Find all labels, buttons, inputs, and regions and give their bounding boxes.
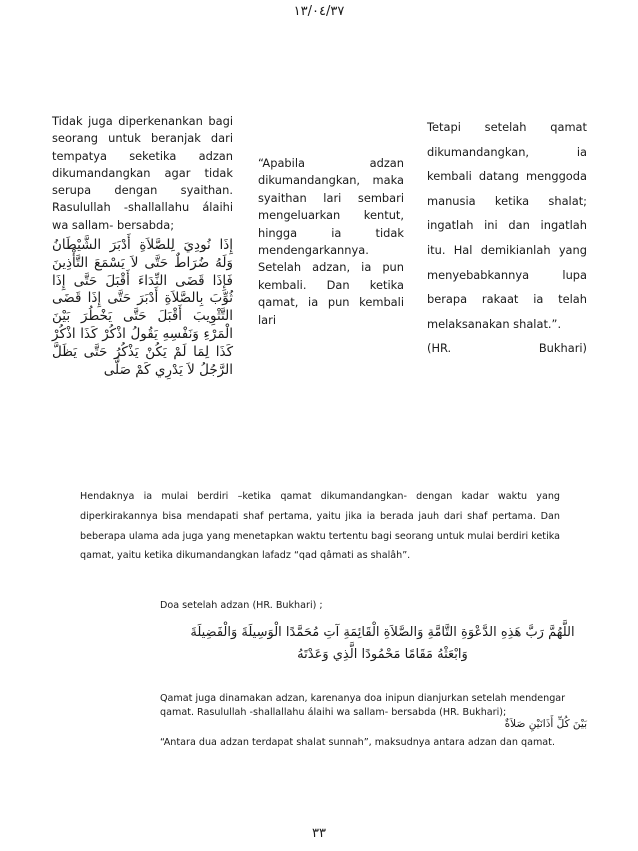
- doa-arabic-line-2: وَابْعَثْهُ مَقَامًا مَحْمُودًا الَّذِي وَعَدْتَهُ: [297, 647, 468, 662]
- left-column-text: Tidak juga diperkenankan bagi seorang untuk beranjak dari tempatya seketika adzan dikumandangkan agar tidak serupa dengan syaithan. Rasulullah -shallallahu álaihi wa sallam- bersabda;: [52, 114, 233, 232]
- page-header: ١٣/٠٤/٣٧: [293, 4, 345, 19]
- qamat-arabic: بَيْنَ كُلِّ أَذَانَيْنِ صَلاَةٌ: [504, 718, 587, 730]
- left-column: [52, 113, 233, 379]
- standing-note-text: Hendaknya ia mulai berdiri –ketika qamat dikumandangkan- dengan kadar waktu yang diperkirakannya bisa mendapati shaf pertama, yaitu jika ia berada jauh dari shaf pertama. Dan beberapa ulama ada juga yang menetapkan waktu tertentu bagi seorang untuk mulai berdiri ketika qamat, yaitu ketika dikumandangkan lafadz “qad qâmati as shalâh”.: [80, 491, 560, 562]
- doa-label: Doa setelah adzan (HR. Bukhari) ;: [160, 600, 323, 611]
- right-column: [427, 115, 587, 361]
- page-number: ٣٣: [312, 826, 326, 841]
- qamat-quote: “Antara dua adzan terdapat shalat sunnah”, maksudnya antara adzan dan qamat.: [160, 737, 555, 748]
- hadith-arabic-text: إِذَا نُودِيَ لِلصَّلاَةِ أَدْبَرَ الشَّيْطَانُ وَلَهُ ضُرَاطٌ حَتَّى لاَ يَسْمَعَ التَّأْذِينَ فَإِذَا قَضَى النِّدَاءَ أَقْبَلَ حَتَّى إِذَا ثُوِّبَ بِالصَّلاَةِ أَدْبَرَ حَتَّى إِذَا قَضَى التَّثْوِيبَ أَقْبَلَ حَتَّى يَخْطُرَ بَيْنَ الْمَرْءِ وَنَفْسِهِ يَقُولُ اذْكُرْ كَذَا اذْكُرْ كَذَا لِمَا لَمْ يَكُنْ يَذْكُرُ حَتَّى يَظَلَّ الرَّجُلُ لاَ يَدْرِي كَمْ صَلَّى: [52, 237, 233, 378]
- standing-note-paragraph: [80, 487, 560, 566]
- hadith-translation-continued: Tetapi setelah qamat dikumandangkan, ia kembali datang menggoda manusia ketika shalat; ingatlah ini dan ingatlah itu. Hal demikianlah yang menyebabkannya lupa berapa rakaat ia telah melaksanakan shalat.”.: [427, 120, 587, 331]
- hadith-translation: “Apabila adzan dikumandangkan, maka syaithan lari sembari mengeluarkan kentut, hingga ia tidak mendengarkannya. Setelah adzan, ia pun kembali. Dan ketika qamat, ia pun kembali lari: [258, 156, 404, 327]
- qamat-paragraph: Qamat juga dinamakan adzan, karenanya doa inipun dianjurkan setelah mendengar qamat. Rasulullah -shallallahu álaihi wa sallam- bersabda (HR. Bukhari);: [160, 693, 566, 718]
- doa-arabic-line-1: اللَّهُمَّ رَبَّ هَذِهِ الدَّعْوَةِ التَّامَّةِ وَالصَّلاَةِ الْقَائِمَةِ آتِ مُحَمَّدًا الْوَسِيلَةَ وَالْفَضِيلَةَ: [190, 625, 575, 640]
- doa-arabic: [180, 622, 585, 666]
- hadith-source: (HR. Bukhari): [427, 341, 587, 356]
- middle-column: [258, 155, 404, 329]
